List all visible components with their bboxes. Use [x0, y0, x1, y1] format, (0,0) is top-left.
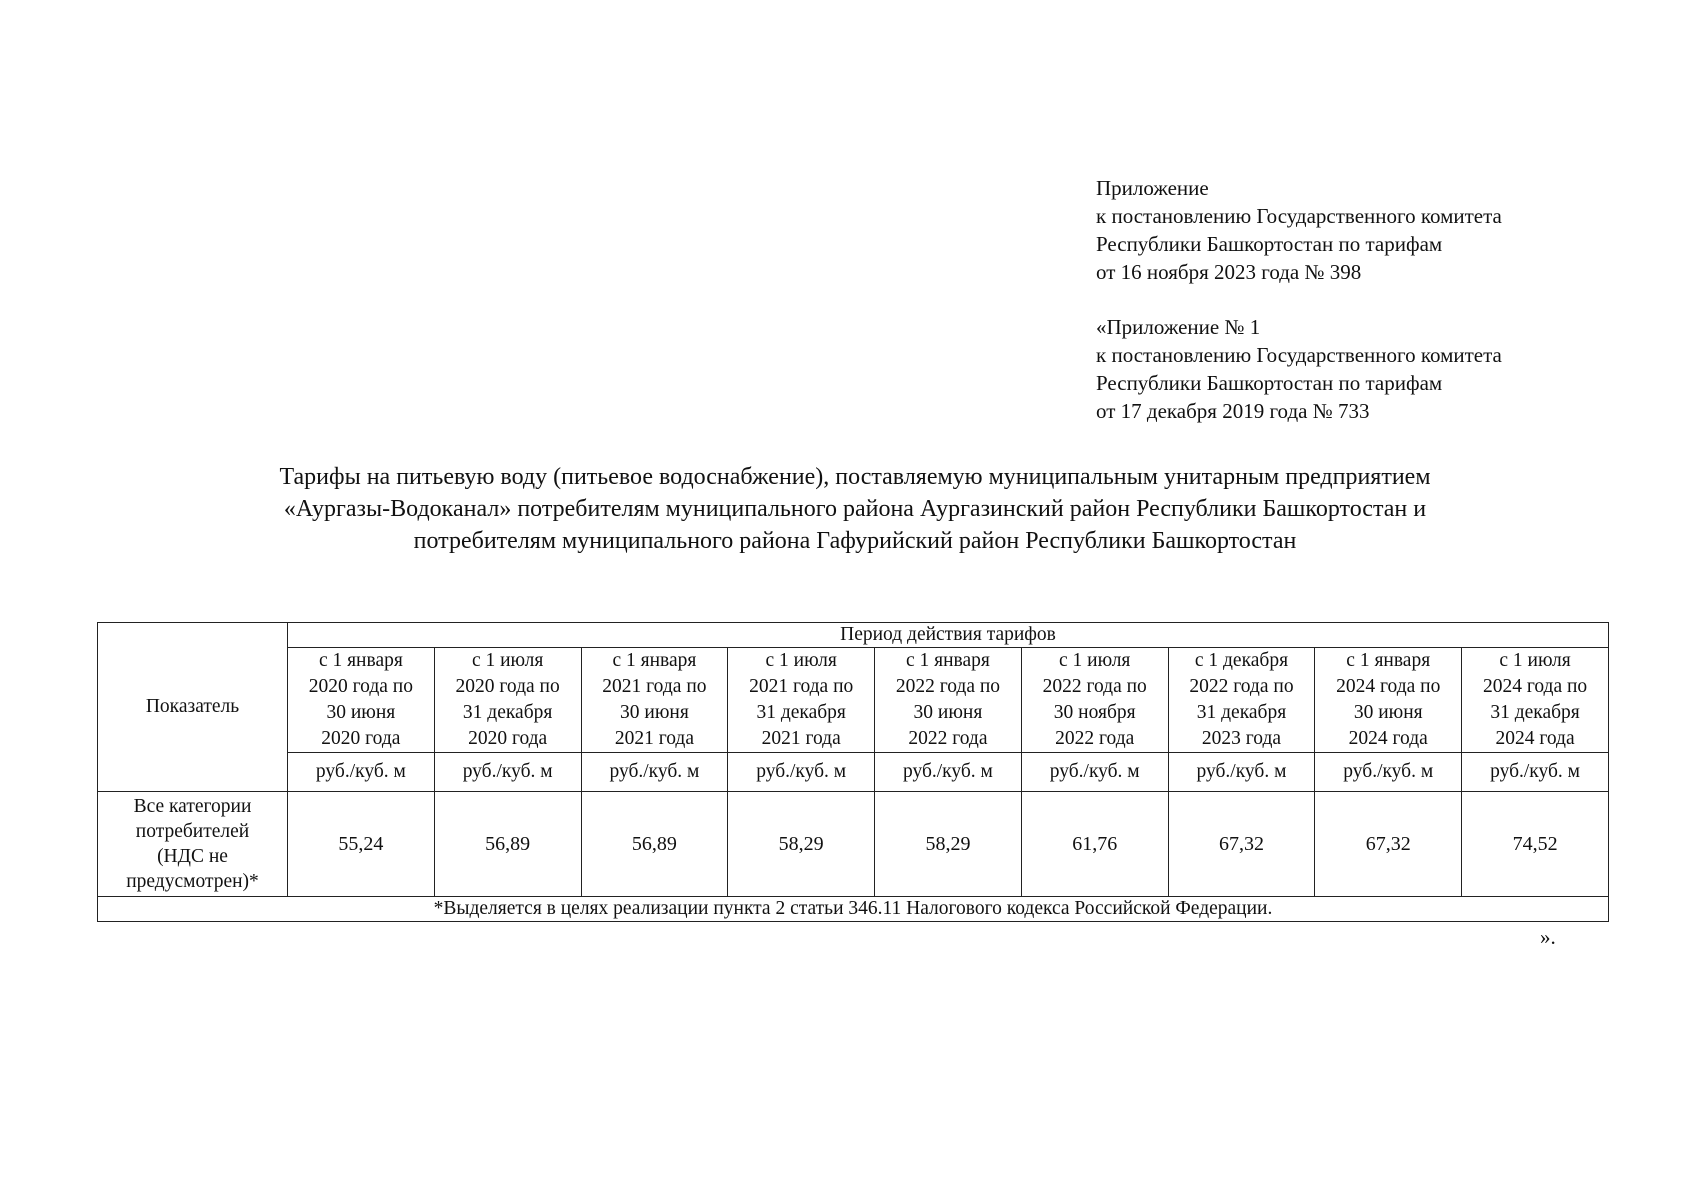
period-line: 2022 года: [1055, 728, 1135, 749]
appendix-line: Республики Башкортостан по тарифам: [1096, 371, 1443, 395]
tariff-value: 56,89: [434, 792, 581, 897]
footnote: *Выделяется в целях реализации пункта 2 статьи 346.11 Налогового кодекса Российской Федерации.: [98, 897, 1609, 922]
row-label-line: (НДС не: [157, 846, 228, 867]
tariff-value: 61,76: [1021, 792, 1168, 897]
tariff-value: 74,52: [1462, 792, 1609, 897]
period-line: с 1 января: [318, 650, 403, 671]
unit-cell: руб./куб. м: [434, 753, 581, 792]
appendix-line: Республики Башкортостан по тарифам: [1096, 232, 1443, 256]
row-label-line: Все категории: [133, 796, 252, 817]
period-row: [98, 648, 1609, 753]
period-line: с 1 июля: [1059, 650, 1131, 671]
tariff-value: 58,29: [875, 792, 1022, 897]
period-header: Период действия тарифов: [288, 623, 1609, 648]
unit-cell: руб./куб. м: [1168, 753, 1315, 792]
period-line: 2020 года по: [308, 676, 413, 697]
period-line: с 1 января: [1346, 650, 1431, 671]
document-title: [120, 461, 1590, 557]
unit-row: [98, 753, 1609, 792]
appendix-line: от 17 декабря 2019 года № 733: [1096, 399, 1370, 423]
unit-cell: руб./куб. м: [1462, 753, 1609, 792]
period-line: 30 июня: [1353, 702, 1423, 723]
title-line: «Аургазы-Водоканал» потребителям муниципального района Аургазинский район Республики Башкортостан и: [283, 496, 1427, 522]
title-line: потребителям муниципального района Гафурийский район Республики Башкортостан: [413, 528, 1297, 554]
period-line: 2022 года по: [1189, 676, 1294, 697]
period-line: 2020 года по: [455, 676, 560, 697]
period-cell: [1168, 648, 1315, 753]
tariff-value: 55,24: [288, 792, 435, 897]
period-cell: [728, 648, 875, 753]
period-cell: [1021, 648, 1168, 753]
appendix-line: к постановлению Государственного комитета: [1096, 204, 1502, 228]
unit-cell: руб./куб. м: [875, 753, 1022, 792]
period-cell: [581, 648, 728, 753]
appendix-header: [1096, 174, 1502, 286]
period-line: 30 ноября: [1053, 702, 1136, 723]
appendix-original: [1096, 313, 1502, 425]
period-cell: [434, 648, 581, 753]
period-line: 2024 года: [1348, 728, 1428, 749]
period-line: 2021 года по: [749, 676, 854, 697]
period-cell: [288, 648, 435, 753]
period-cell: [875, 648, 1022, 753]
appendix-line: от 16 ноября 2023 года № 398: [1096, 260, 1362, 284]
tariff-value: 67,32: [1168, 792, 1315, 897]
period-line: 2021 года: [614, 728, 694, 749]
unit-cell: руб./куб. м: [581, 753, 728, 792]
period-line: с 1 января: [612, 650, 697, 671]
table-row: [98, 792, 1609, 897]
tariff-value: 56,89: [581, 792, 728, 897]
period-line: с 1 июля: [1499, 650, 1571, 671]
period-line: 2024 года: [1495, 728, 1575, 749]
period-line: с 1 января: [906, 650, 990, 671]
tariff-value: 67,32: [1315, 792, 1462, 897]
period-line: 2021 года: [761, 728, 841, 749]
appendix-line: Приложение: [1096, 176, 1209, 200]
period-line: 2021 года по: [602, 676, 707, 697]
period-line: 2023 года: [1201, 728, 1282, 749]
indicator-header: Показатель: [98, 623, 288, 792]
row-label: [98, 792, 288, 897]
period-line: 30 июня: [620, 702, 689, 723]
unit-cell: руб./куб. м: [728, 753, 875, 792]
title-line: Тарифы на питьевую воду (питьевое водоснабжение), поставляемую муниципальным унитарным предприятием: [279, 464, 1431, 490]
row-label-line: потребителей: [135, 821, 250, 842]
appendix-line: к постановлению Государственного комитета: [1096, 343, 1502, 367]
period-line: 31 декабря: [1196, 702, 1287, 723]
period-line: 2024 года по: [1336, 676, 1441, 697]
period-line: 31 декабря: [1490, 702, 1580, 723]
period-line: 31 декабря: [756, 702, 846, 723]
period-line: 30 июня: [913, 702, 983, 723]
tariff-table: [97, 622, 1609, 922]
period-line: 2020 года: [468, 728, 548, 749]
period-line: 2022 года: [908, 728, 988, 749]
period-line: 30 июня: [326, 702, 396, 723]
appendix-line: «Приложение № 1: [1096, 315, 1261, 339]
period-line: 2020 года: [321, 728, 401, 749]
period-line: 2022 года по: [895, 676, 1001, 697]
closing-quote-mark: ».: [1540, 925, 1556, 949]
period-line: 2024 года по: [1482, 676, 1588, 697]
unit-cell: руб./куб. м: [1021, 753, 1168, 792]
period-line: с 1 июля: [765, 650, 837, 671]
period-line: 31 декабря: [462, 702, 553, 723]
tariff-value: 58,29: [728, 792, 875, 897]
unit-cell: руб./куб. м: [288, 753, 435, 792]
period-cell: [1462, 648, 1609, 753]
period-cell: [1315, 648, 1462, 753]
period-line: с 1 июля: [471, 650, 544, 671]
period-line: 2022 года по: [1042, 676, 1147, 697]
row-label-line: предусмотрен)*: [126, 871, 259, 892]
unit-cell: руб./куб. м: [1315, 753, 1462, 792]
period-line: с 1 декабря: [1194, 650, 1289, 671]
